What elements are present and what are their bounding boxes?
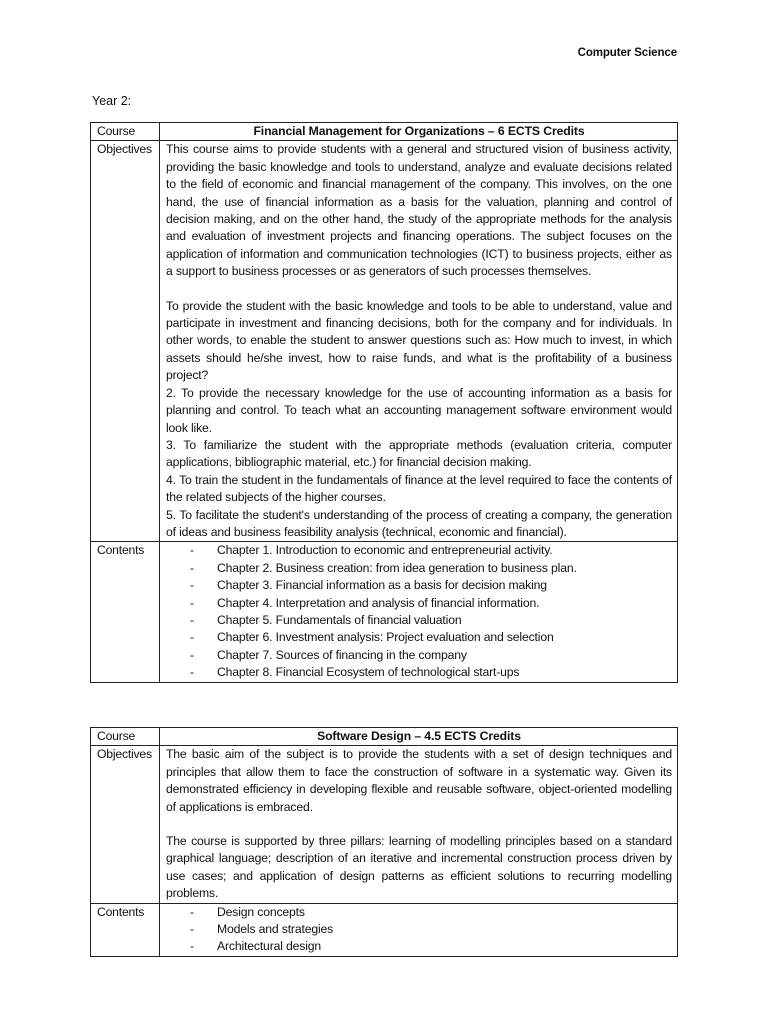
list-item-text: Chapter 4. Interpretation and analysis of financial information. — [217, 595, 540, 610]
list-item — [190, 612, 672, 629]
contents-cell — [160, 542, 678, 682]
objectives-label: Objectives — [91, 746, 160, 903]
contents-row — [91, 903, 678, 956]
list-item — [190, 542, 672, 559]
list-item — [190, 938, 672, 955]
list-item-text: Chapter 1. Introduction to economic and entrepreneurial activity. — [217, 543, 553, 558]
list-marker: - — [190, 939, 194, 954]
list-marker: - — [190, 543, 194, 558]
list-item-text: Architectural design — [217, 939, 322, 954]
list-marker: - — [190, 612, 194, 627]
course-title: Software Design – 4.5 ECTS Credits — [160, 728, 678, 746]
list-item-text: Chapter 7. Sources of financing in the company — [217, 647, 467, 662]
objectives-paragraph: 3. To familiarize the student with the appropriate methods (evaluation criteria, computer applications, bibliographic material, etc.) for financial decision making. — [166, 437, 672, 470]
list-item — [190, 560, 672, 577]
list-marker: - — [190, 578, 194, 593]
contents-list — [166, 542, 672, 681]
contents-cell — [160, 903, 678, 956]
list-item-text: Chapter 2. Business creation: from idea generation to business plan. — [217, 560, 577, 575]
objectives-paragraph: 2. To provide the necessary knowledge for the use of accounting information as a basis for planning and control. To teach what an accounting management software environment would look like. — [166, 385, 672, 435]
list-item — [190, 629, 672, 646]
course-title: Financial Management for Organizations – 6 ECTS Credits — [160, 123, 678, 141]
contents-label: Contents — [91, 903, 160, 956]
list-item-text: Models and strategies — [217, 922, 334, 937]
contents-row — [91, 542, 678, 682]
list-item-text: Chapter 3. Financial information as a basis for decision making — [217, 578, 547, 593]
course-label: Course — [91, 123, 160, 141]
contents-label: Contents — [91, 542, 160, 682]
objectives-cell — [160, 141, 678, 542]
list-item-text: Chapter 6. Investment analysis: Project evaluation and selection — [217, 630, 554, 645]
objectives-paragraph: The course is supported by three pillars: learning of modelling principles based on a standard graphical language; description of an iterative and incremental construction process driven by use cases; and application of design patterns as efficient solutions to recurring modelling problems. — [166, 834, 672, 901]
list-item — [190, 647, 672, 664]
course-table-software-design — [90, 727, 678, 957]
objectives-row — [91, 746, 678, 903]
objectives-paragraph: This course aims to provide students with a general and structured vision of business activity, providing the basic knowledge and tools to understand, analyze and evaluate decisions related to the field of economic and financial management of the company. This involves, on the one hand, the use of financial information as a basis for the valuation, planning and control of decision making, and on the other hand, the study of the appropriate methods for the analysis and evaluation of investment projects and financing operations. The subject focuses on the application of information and communication technologies (ICT) to business projects, either as a support to business processes or as generators of such processes themselves. — [166, 142, 672, 279]
list-marker: - — [190, 904, 194, 919]
list-item-text: Design concepts — [217, 904, 305, 919]
list-marker: - — [190, 665, 194, 680]
list-marker: - — [190, 630, 194, 645]
objectives-cell — [160, 746, 678, 903]
list-marker: - — [190, 647, 194, 662]
list-item — [190, 904, 672, 921]
objectives-label: Objectives — [91, 141, 160, 542]
list-marker: - — [190, 922, 194, 937]
list-item — [190, 664, 672, 681]
objectives-row — [91, 141, 678, 542]
course-row — [91, 123, 678, 141]
objectives-paragraph: To provide the student with the basic knowledge and tools to be able to understand, value and participate in investment and financing decisions, both for the company and for individuals. In other words, to enable the student to answer questions such as: How much to invest, in which assets should he/she invest, how to raise funds, and what is the profitability of a business project? — [166, 298, 672, 383]
objectives-paragraph: 4. To train the student in the fundamentals of finance at the level required to face the contents of the related subjects of the higher courses. — [166, 472, 672, 505]
list-marker: - — [190, 560, 194, 575]
list-item-text: Chapter 8. Financial Ecosystem of technological start-ups — [217, 665, 520, 680]
list-item — [190, 921, 672, 938]
course-label: Course — [91, 728, 160, 746]
list-item — [190, 577, 672, 594]
course-table-financial-management — [90, 122, 678, 683]
objectives-paragraph: 5. To facilitate the student's understanding of the process of creating a company, the generation of ideas and business feasibility analysis (technical, economic and financial). — [166, 507, 672, 539]
contents-list — [166, 904, 672, 956]
page-header-department: Computer Science — [577, 47, 677, 59]
objectives-paragraph: The basic aim of the subject is to provide the students with a set of design techniques and principles that allow them to face the construction of software in a systematic way. Given its demonstrated efficiency in developing flexible and reusable software, object-oriented modelling of applications is embraced. — [166, 747, 672, 814]
year-label: Year 2: — [92, 94, 132, 108]
list-item — [190, 595, 672, 612]
list-marker: - — [190, 595, 194, 610]
list-item-text: Chapter 5. Fundamentals of financial valuation — [217, 612, 462, 627]
course-row — [91, 728, 678, 746]
